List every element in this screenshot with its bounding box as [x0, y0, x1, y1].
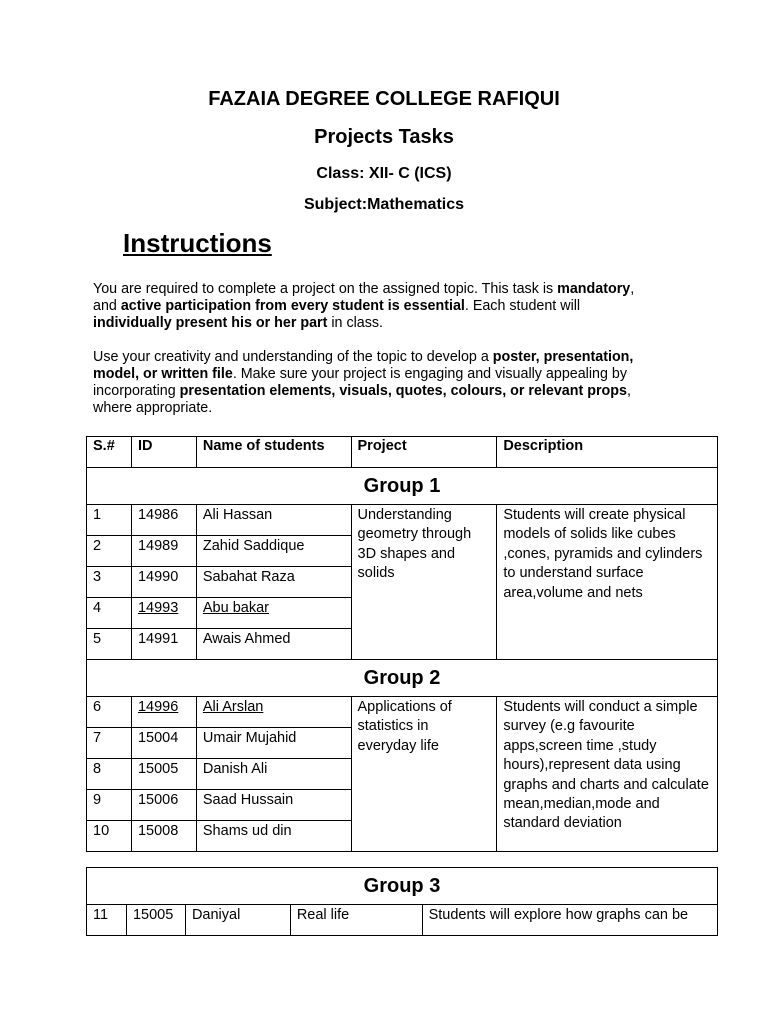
group-row: [87, 468, 718, 505]
cell-name: Daniyal: [185, 905, 290, 936]
table-header-row: [87, 437, 718, 468]
header-description: Description: [497, 437, 718, 468]
cell-id: 14990: [131, 567, 196, 598]
cell-id: 15005: [126, 905, 185, 936]
cell-sn: 10: [87, 821, 132, 852]
instructions-paragraph-1: [93, 281, 653, 332]
header-sn: S.#: [87, 437, 132, 468]
cell-id: 15006: [131, 790, 196, 821]
cell-name: Shams ud din: [196, 821, 351, 852]
college-name: FAZAIA DEGREE COLLEGE RAFIQUI: [208, 88, 560, 110]
cell-name: Sabahat Raza: [196, 567, 351, 598]
cell-description: Students will explore how graphs can be: [422, 905, 717, 936]
bold-text: poster, presentation, model, or written file: [93, 349, 634, 382]
table-row: [87, 905, 718, 936]
instructions-heading: Instructions: [123, 228, 272, 258]
subject-line: Subject:Mathematics: [303, 196, 465, 213]
table-row: [87, 505, 718, 536]
cell-id: 15008: [131, 821, 196, 852]
cell-id: 14996: [131, 697, 196, 728]
text-run: , where appropriate.: [93, 383, 631, 416]
text-run: . Each student will: [464, 298, 581, 314]
text-run: Use your creativity and understanding of the topic to develop a: [93, 349, 493, 365]
group-row: [87, 660, 718, 697]
cell-sn: 11: [87, 905, 127, 936]
cell-name: Ali Arslan: [196, 697, 351, 728]
cell-name: Danish Ali: [196, 759, 351, 790]
cell-sn: 1: [87, 505, 132, 536]
cell-id: 15005: [131, 759, 196, 790]
text-run: . Make sure your project is engaging and visually appealing by incorporating: [93, 366, 628, 399]
cell-sn: 8: [87, 759, 132, 790]
header-project: Project: [351, 437, 497, 468]
cell-name: Abu bakar: [196, 598, 351, 629]
page-title: Projects Tasks: [314, 126, 454, 148]
cell-name: Zahid Saddique: [196, 536, 351, 567]
cell-id: 14993: [131, 598, 196, 629]
instructions-paragraph-2: [93, 349, 653, 417]
projects-table-body: [87, 468, 718, 852]
bold-text: presentation elements, visuals, quotes, colours, or relevant props: [179, 383, 627, 399]
projects-table: [86, 436, 718, 852]
header-name: Name of students: [196, 437, 351, 468]
cell-description: Students will conduct a simple survey (e.g favourite apps,screen time ,study hours),represent data using graphs and charts and calculate mean,median,mode and standard deviation: [497, 697, 718, 852]
cell-sn: 3: [87, 567, 132, 598]
class-line: Class: XII- C (ICS): [316, 165, 452, 182]
cell-sn: 9: [87, 790, 132, 821]
group-title: Group 2: [87, 660, 718, 697]
cell-description: Students will create physical models of solids like cubes ,cones, pyramids and cylinders to understand surface area,volume and nets: [497, 505, 718, 660]
cell-name: Awais Ahmed: [196, 629, 351, 660]
cell-sn: 5: [87, 629, 132, 660]
cell-id: 14986: [131, 505, 196, 536]
cell-sn: 6: [87, 697, 132, 728]
cell-project: Understanding geometry through 3D shapes and solids: [351, 505, 497, 660]
cell-id: 14989: [131, 536, 196, 567]
cell-sn: 4: [87, 598, 132, 629]
cell-name: Ali Hassan: [196, 505, 351, 536]
bold-text: active participation from every student is essential: [120, 298, 465, 314]
group3-table: [86, 867, 718, 936]
cell-project: Applications of statistics in everyday life: [351, 697, 497, 852]
cell-project: Real life: [290, 905, 422, 936]
header-id: ID: [131, 437, 196, 468]
bold-text: mandatory: [557, 281, 631, 297]
cell-name: Umair Mujahid: [196, 728, 351, 759]
cell-id: 14991: [131, 629, 196, 660]
group-row: [87, 868, 718, 905]
cell-sn: 2: [87, 536, 132, 567]
bold-text: individually present his or her part: [93, 315, 328, 331]
text-run: You are required to complete a project on the assigned topic. This task is: [93, 281, 558, 297]
table-row: [87, 697, 718, 728]
cell-sn: 7: [87, 728, 132, 759]
text-run: in class.: [327, 315, 383, 331]
cell-name: Saad Hussain: [196, 790, 351, 821]
text-run: , and: [93, 281, 635, 314]
cell-id: 15004: [131, 728, 196, 759]
group-title: Group 3: [87, 868, 718, 905]
group-title: Group 1: [87, 468, 718, 505]
